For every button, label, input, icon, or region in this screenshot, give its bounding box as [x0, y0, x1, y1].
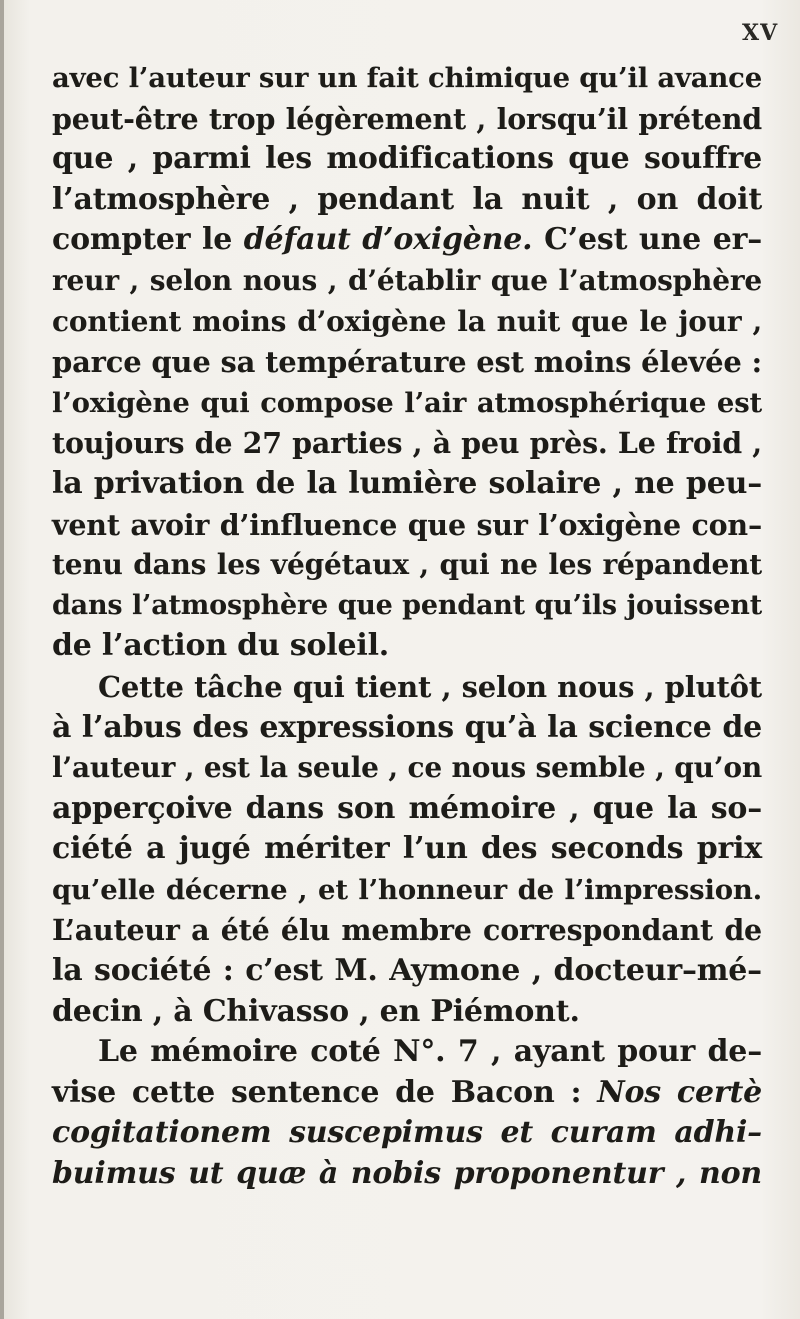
text-segment: vise cette sentence de Bacon : — [52, 1074, 598, 1110]
italic-text-segment: cogitationem suscepimus et curam adhi– — [52, 1115, 762, 1151]
text-line — [52, 1113, 762, 1154]
text-line: l’auteur , est la seule , ce nous semble , qu’on — [52, 751, 762, 785]
text-line: apperçoive dans son mémoire , que la so– — [52, 790, 762, 826]
text-line: qu’elle décerne , et l’honneur de l’impression. — [52, 873, 762, 906]
text-line: l’atmosphère , pendant la nuit , on doit — [52, 181, 762, 217]
italic-text-segment: défaut d’oxigène. — [243, 222, 533, 258]
text-line: parce que sa température est moins élevée : — [52, 345, 762, 380]
text-line — [52, 1154, 762, 1195]
text-line: Cette tâche qui tient , selon nous , plutôt — [98, 669, 762, 704]
text-line: dans l’atmosphère que pendant qu’ils jouissent — [52, 589, 762, 621]
text-line: que , parmi les modifications que souffre — [52, 141, 762, 177]
text-line: peut-être trop légèrement , lorsqu’il prétend — [52, 101, 762, 136]
text-line: tenu dans les végétaux , qui ne les répandent — [52, 548, 762, 582]
text-line: Le mémoire coté N°. 7 , ayant pour de– — [98, 1034, 762, 1070]
text-line: contient moins d’oxigène la nuit que le jour , — [52, 304, 762, 338]
page-gutter-edge — [0, 0, 4, 1319]
text-line: decin , à Chivasso , en Piémont. — [52, 993, 580, 1029]
page-number: XV — [742, 20, 779, 46]
text-line: toujours de 27 parties , à peu près. Le froid , — [52, 426, 762, 461]
text-line: vent avoir d’influence que sur l’oxigène con– — [52, 507, 762, 542]
text-line: L’auteur a été élu membre correspondant de — [52, 913, 762, 948]
text-line: la société : c’est M. Aymone , docteur–mé– — [52, 953, 762, 989]
text-line: de l’action du soleil. — [52, 628, 390, 664]
text-line: l’oxigène qui compose l’air atmosphérique est — [52, 386, 762, 419]
text-line — [52, 1073, 762, 1114]
text-segment: compter le — [52, 222, 244, 258]
text-line: à l’abus des expressions qu’à la science de — [52, 709, 762, 745]
text-line: avec l’auteur sur un fait chimique qu’il avance — [52, 62, 762, 94]
italic-text-segment: Nos certè — [597, 1074, 762, 1110]
body-text — [52, 58, 762, 1195]
text-line: la privation de la lumière solaire , ne peu– — [52, 465, 762, 501]
text-segment: C’est une er– — [532, 222, 762, 258]
text-line — [52, 220, 762, 261]
italic-text-segment: buimus ut quæ à nobis proponentur , non — [52, 1156, 762, 1192]
text-line: ciété a jugé mériter l’un des seconds prix — [52, 831, 762, 867]
text-line: reur , selon nous , d’établir que l’atmosphère — [52, 263, 762, 297]
